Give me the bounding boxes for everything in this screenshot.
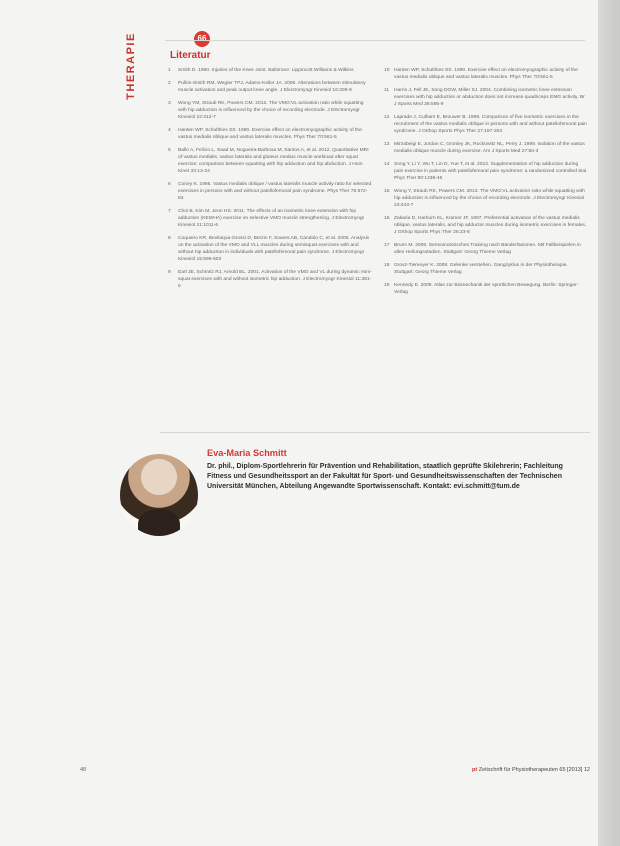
reference-number: 11 [384,88,390,93]
journal-issue: 65 [2013] 12 [559,767,590,773]
reference-item [168,100,372,121]
reference-text: Kennedy E. 2008. Atlas zur Biomechanik der sportlichen Bewegung. Berlin: Springer-Verlag [394,283,579,295]
reference-item [384,188,588,209]
reference-number: 5 [168,148,171,153]
reference-number: 15 [384,189,390,194]
references-title: Literatur [170,50,211,61]
author-box [120,448,590,558]
journal-line [472,767,590,773]
author-photo [120,454,198,536]
reference-number: 12 [384,115,390,120]
reference-number: 7 [168,209,171,214]
reference-item [384,87,588,108]
reference-item [168,269,372,290]
reference-number: 2 [168,81,171,86]
reference-number: 6 [168,182,171,187]
author-name: Eva-Maria Schmitt [207,448,287,458]
reference-number: 17 [384,243,390,248]
reference-text: Earl JE, Schmitz RJ, Arnold BL. 2001. Activation of the VMO and VL during dynamic mini-squat exercises with and without isometric hip adduction. J Electromyogr Kinesiol 11:381-6 [178,270,372,289]
reference-text: Wong Y, Straub RK, Powers CM. 2013. The VMO:VL activation ratio while squatting with hip adduction is influenced by the choice of recording electrode. J Electromyogr Kinesiol 23:443-7 [394,189,585,208]
reference-item [168,80,372,94]
reference-number: 14 [384,162,390,167]
reference-text: Mirzabeigi E, Jordan C, Gronley JK, Rockowitz NL, Perry J. 1999. Isolation of the vastus medialis oblique muscle during exercise. Am J Sports Med 27:50-3 [394,142,585,154]
reference-text: Hanten WP, Schulthies SS. 1990. Exercise effect on electromyographic activity of the vastus medialis oblique and vastus lateralis muscles. Phys Ther 70:561-5 [178,128,362,140]
reference-number: 16 [384,216,390,221]
reference-item [384,161,588,182]
reference-item [168,181,372,202]
reference-item [168,147,372,175]
reference-number: 10 [384,68,390,73]
reference-text: Ballo A, Felicio L, Saad M, Nogueira-Barbosa M, Santos A, et al. 2012. Quantitative MRI of vastus medialis, vastus lateralis and gluteus medius muscle workload after squat exercise: comparison between squatting with hip adduction and hip abduction. J Hum Kinet 33:13-24 [178,148,369,174]
reference-item [168,208,372,229]
section-label-wrap [124,20,157,120]
reference-item [384,242,588,256]
top-divider [165,40,585,41]
reference-item [384,114,588,135]
reference-text: Brunn M. 2006. Sensomotorisches Training nach Bänderläsionen. Mit Fallbeispielen in allen Heilungsstadien. Stuttgart: Georg Thieme Verlag [394,243,581,255]
reference-number: 8 [168,236,171,241]
reference-number: 3 [168,101,171,106]
reference-item [384,262,588,276]
journal-prefix: pt [471,767,478,773]
reference-item [168,67,372,74]
references-left-column [168,67,372,296]
reference-text: Grosz-Tiemeyer K. 2008. Gelenke verstehen. Gangzyklus in der Physiotherapie. Stuttgart: Georg Thieme Verlag [394,263,568,275]
section-label: THERAPIE [124,32,137,100]
reference-item [168,127,372,141]
reference-item [384,141,588,155]
author-bio: Dr. phil., Diplom-Sportlehrerin für Prävention und Rehabilitation, staatlich geprüfte Skilehrerin; Fachleitung Fitness und Gesundheitssport an der Fakultät für Sport- und Gesundheitswissenschaften der Technischen Universität München, Abteilung Angewandte Sportwissenschaft. Kontakt: evi.schmitt@tum.de [207,463,563,490]
reference-item [384,67,588,81]
reference-number: 9 [168,270,171,275]
reference-text: Hanten WP, Schulthies SS. 1990. Exercise effect on electromyographic activity of the vastus medialis oblique and vastus lateralis muscles. Phys Ther 70:561-5 [394,68,578,80]
reference-text: Pulkin-Smith RM, Wegter TPJ, Adams-Keller JA. 2006. Alterations between stimulatory muscle activation and peak output knee angle. J Electromyogr Kinesiol 16:209-9 [178,81,366,93]
reference-number: 19 [384,283,390,288]
reference-text: Laprade J, Culham E, Brouwer B. 1998. Comparison of five isometric exercises in the recruitment of the vastus medialis oblique in persons with and without patellofemoral pain syndrome. J Orthop Sports Phys Ther 27:197-204 [394,115,588,134]
reference-text: Zakaria D, Harburn KL, Kramer JF. 1997. Preferential activation of the vastus medialis oblique, vastus lateralis, and hip adductor muscles during isometric exercises in females. J Orthop Sports Phys Ther 26:23-8 [394,216,587,235]
reference-number: 4 [168,128,171,133]
reference-text: Choi B, Kim M, Jeon HS. 2011. The effects of an isometric knee extension with hip adduction (KEWHA) exercise on selective VMO muscle strengthening. J Electromyogr Kinesiol 21:1011-6 [178,209,365,228]
reference-number: 13 [384,142,390,147]
journal-title: Zeitschrift für Physiotherapeuten [478,767,558,773]
reference-text: Coney K. 1995. Vastus medialis oblique / vastus lateralis muscle activity ratio for selected exercises in persons with and without patellofemoral pain syndrome. Phys Ther 75:672-83 [178,182,372,201]
section-badge: 66 [194,31,210,47]
reference-item [384,215,588,236]
reference-item [384,282,588,296]
reference-number: 1 [168,68,171,73]
reference-text: Wong YM, Straub RK, Powers CM. 2012. The VMO:VL activation ratio while squatting with hip adduction is influenced by the choice of recording electrode. J Electromyogr Kinesiol 22:312-7 [178,101,364,120]
author-divider [160,432,590,433]
reference-item [168,235,372,263]
reference-text: Smith D. 1960. Injuries of the Knee Joint. Baltimore: Lippincott Williams & Wilkins [178,68,354,73]
page-number: 48 [80,767,87,773]
reference-number: 18 [384,263,390,268]
page-binding [598,0,620,846]
reference-text: Coqueiro KR, Bevilaqua-Grossi D, Berzin F, Soares AB, Candolo C, et al. 2005. Analysis on the activation of the VMO and VLL muscles during semisquat exercises with and without hip adduction in individuals with patellofemoral pain syndrome. J Electromyogr Kinesiol 15:596-603 [178,236,370,262]
reference-text: Harris J, Fell JE, Song DGW, Miller SJ. 2004. Combining isometric knee extension exercises with hip adduction or abduction does not increase quadriceps EMG activity. Br J Sports Med 38:695-9 [394,88,585,107]
reference-text: Song Y, Li Y, Wu T, Lin D, Yue T, et al. 2013. Supplementation of hip adduction during pain exercise in patients with patellofemoral pain syndrome: a randomized controlled trial. Phys Ther 90:1439-46 [394,162,588,181]
references-right-column [384,67,588,302]
